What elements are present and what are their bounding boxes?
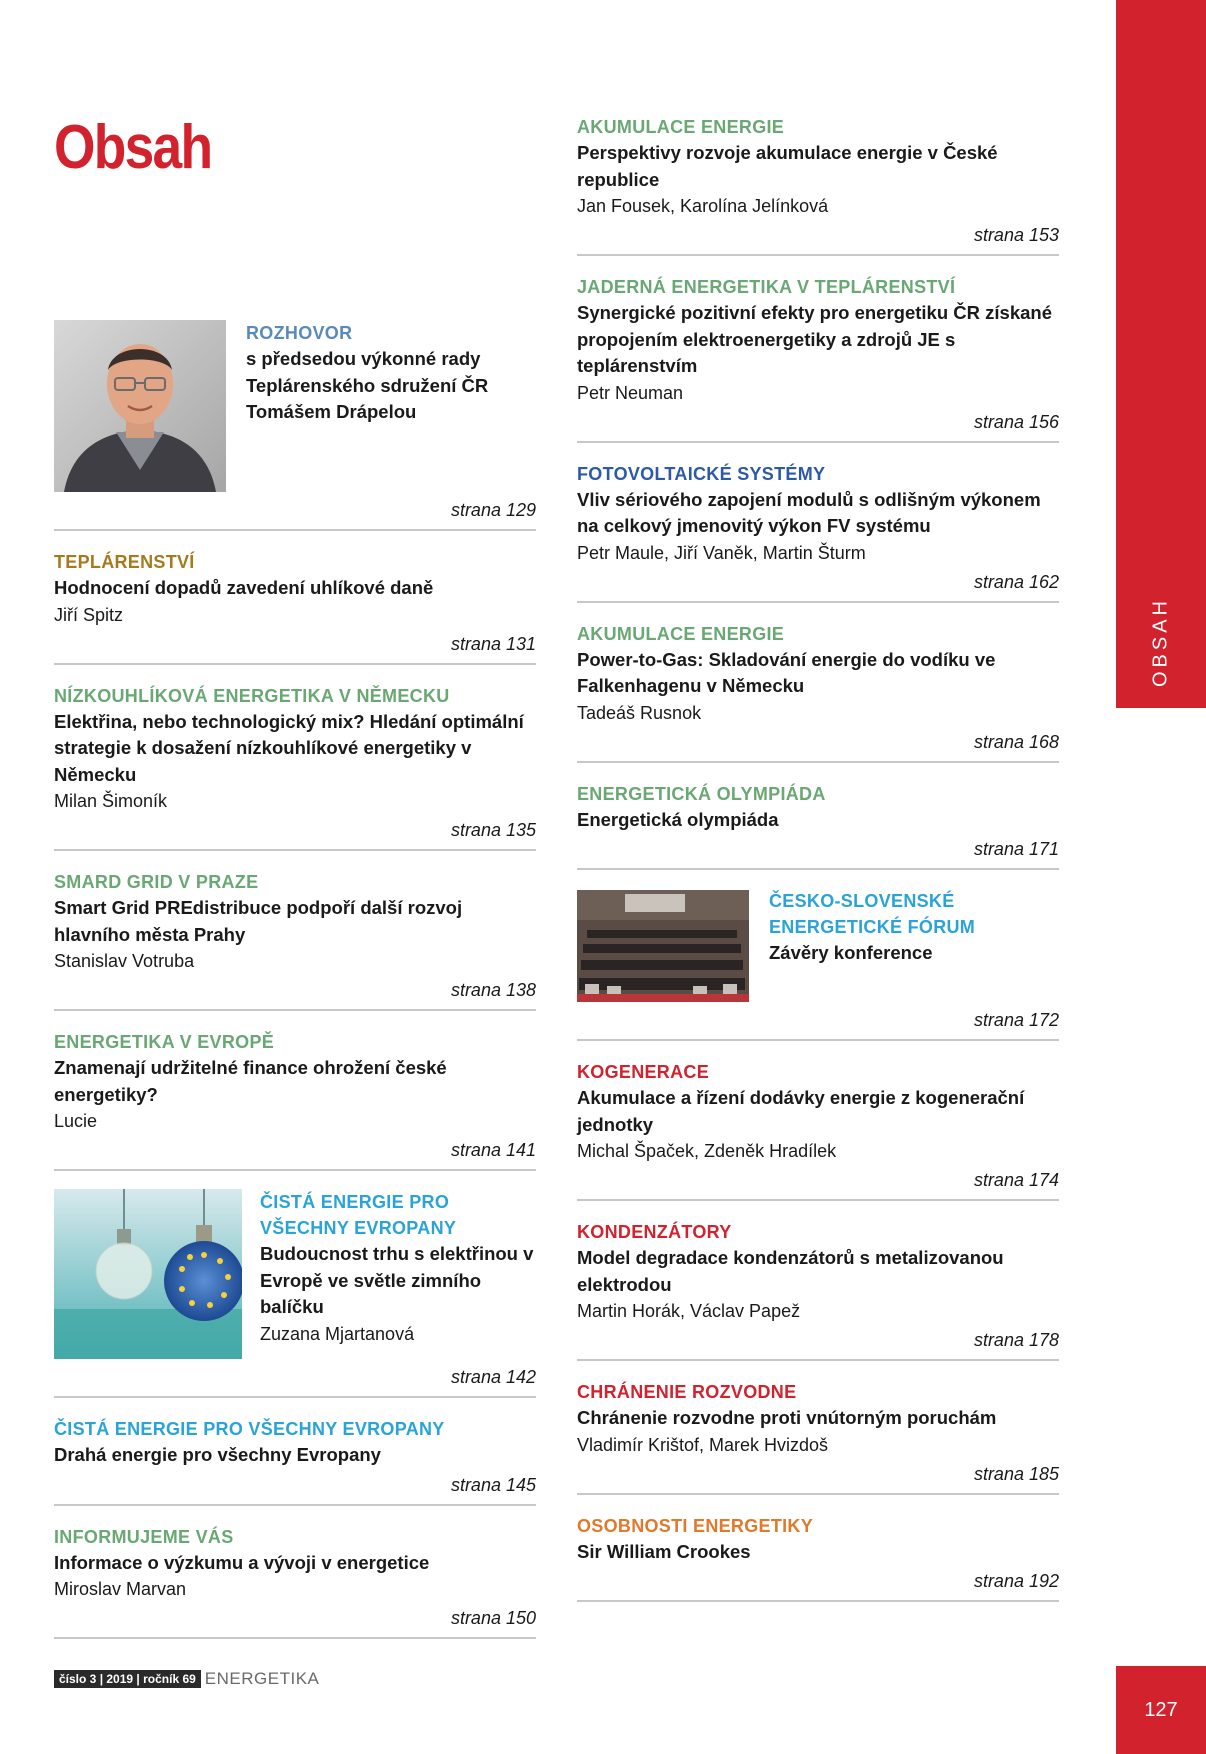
toc-left-column — [54, 320, 536, 1639]
toc-entry-title[interactable]: Akumulace a řízení dodávky energie z kogenerační jednotky — [577, 1087, 1025, 1135]
toc-entry-title[interactable]: Elektřina, nebo technologický mix? Hledání optimální strategie k dosažení nízkouhlíkové energetiky v Německu — [54, 710, 524, 785]
divider — [577, 1039, 1059, 1041]
page-title: Obsah — [54, 113, 212, 182]
divider — [577, 1600, 1059, 1602]
divider — [577, 441, 1059, 443]
toc-entry — [577, 461, 1059, 603]
toc-entry-category: AKUMULACE ENERGIE — [577, 117, 785, 137]
toc-entry-title[interactable]: Perspektivy rozvoje akumulace energie v České republice — [577, 142, 998, 190]
toc-entry — [54, 1029, 536, 1171]
toc-entry-page[interactable]: strana 174 — [973, 1170, 1059, 1190]
toc-entry-page[interactable]: strana 185 — [973, 1463, 1059, 1484]
toc-entry — [577, 781, 1059, 871]
toc-entry-page[interactable]: strana 142 — [450, 1367, 536, 1387]
toc-entry-title[interactable]: Power-to-Gas: Skladování energie do vodíku ve Falkenhagenu v Německu — [577, 648, 996, 696]
toc-entry-title[interactable]: Model degradace kondenzátorů s metalizovanou elektrodou — [577, 1247, 1004, 1295]
toc-entry-title[interactable]: Synergické pozitivní efekty pro energetiku ČR získané propojením elektroenergetiky a zdrojů JE s teplárenstvím — [577, 302, 1052, 376]
toc-entry — [54, 549, 536, 665]
toc-entry-page[interactable]: strana 150 — [450, 1608, 536, 1628]
toc-entry-author: Milan Šimoník — [54, 791, 168, 811]
toc-entry-author: Petr Neuman — [577, 382, 684, 403]
toc-entry-category: NÍZKOUHLÍKOVÁ ENERGETIKA V NĚMECKU — [54, 685, 450, 706]
toc-entry-title[interactable]: Smart Grid PREdistribuce podpoří další rozvoj hlavního města Prahy — [54, 897, 463, 945]
toc-entry — [577, 1219, 1059, 1361]
toc-entry-author: Jiří Spitz — [54, 604, 124, 625]
divider — [54, 1396, 536, 1398]
toc-entry-page[interactable]: strana 135 — [450, 820, 536, 840]
toc-entry-title[interactable]: Sir William Crookes — [577, 1540, 751, 1562]
section-side-label: OBSAH — [1149, 596, 1172, 688]
toc-entry-author: Petr Maule, Jiří Vaněk, Martin Šturm — [577, 542, 866, 563]
toc-entry-category: OSOBNOSTI ENERGETIKY — [577, 1515, 814, 1536]
toc-entry — [54, 869, 536, 1011]
toc-entry-author: Jan Fousek, Karolína Jelínková — [577, 196, 829, 216]
divider — [54, 1169, 536, 1171]
toc-entry-category: ČISTÁ ENERGIE PRO VŠECHNY EVROPANY — [260, 1192, 457, 1238]
toc-entry-category: FOTOVOLTAICKÉ SYSTÉMY — [577, 463, 826, 484]
toc-entry-title[interactable]: Vliv sériového zapojení modulů s odlišným výkonem na celkový jmenovitý výkon FV systému — [577, 488, 1041, 536]
toc-entry-title[interactable]: Energetická olympiáda — [577, 808, 779, 830]
toc-entry-title[interactable]: Budoucnost trhu s elektřinou v Evropě ve světle zimního balíčku — [260, 1243, 534, 1317]
toc-entry-author: Vladimír Krištof, Marek Hvizdoš — [577, 1434, 829, 1455]
toc-entry-category: ROZHOVOR — [246, 323, 353, 343]
toc-entry-page[interactable]: strana 145 — [450, 1474, 536, 1495]
toc-entry-author: Zuzana Mjartanová — [260, 1323, 415, 1344]
divider — [577, 1199, 1059, 1201]
toc-entry-category: SMARD GRID V PRAZE — [54, 872, 259, 892]
toc-entry-category: INFORMUJEME VÁS — [54, 1526, 234, 1547]
toc-entry — [54, 1524, 536, 1640]
divider — [54, 1504, 536, 1506]
portrait-photo — [54, 320, 226, 492]
toc-entry-author: Martin Horák, Václav Papež — [577, 1301, 801, 1321]
toc-entry-title[interactable]: s předsedou výkonné rady Teplárenského sdružení ČR Tomášem Drápelou — [246, 348, 489, 422]
toc-entry — [577, 1513, 1059, 1603]
divider — [54, 529, 536, 531]
toc-entry-page[interactable]: strana 138 — [450, 980, 536, 1000]
toc-entry-page[interactable]: strana 171 — [973, 839, 1059, 859]
toc-entry — [577, 621, 1059, 763]
toc-entry-page[interactable]: strana 131 — [450, 633, 536, 654]
toc-entry-author: Michal Špaček, Zdeněk Hradílek — [577, 1141, 837, 1161]
toc-entry-page[interactable]: strana 162 — [973, 571, 1059, 592]
page-number: 127 — [1116, 1666, 1206, 1754]
toc-entry-page[interactable]: strana 156 — [973, 411, 1059, 432]
toc-entry-image — [577, 890, 749, 1007]
toc-entry-page[interactable]: strana 129 — [450, 500, 536, 520]
divider — [577, 1493, 1059, 1495]
footer — [54, 1666, 319, 1688]
toc-entry-category: KOGENERACE — [577, 1062, 710, 1082]
footer-logo: ENERGETIKA — [204, 1669, 320, 1688]
toc-entry-author: Lucie — [54, 1111, 98, 1131]
divider — [54, 1009, 536, 1011]
toc-entry-category: ČISTÁ ENERGIE PRO VŠECHNY EVROPANY — [54, 1419, 445, 1439]
toc-entry-title[interactable]: Informace o výzkumu a vývoji v energetice — [54, 1551, 430, 1573]
toc-entry-title[interactable]: Znamenají udržitelné finance ohrožení české energetiky? — [54, 1057, 447, 1105]
toc-entry-page[interactable]: strana 168 — [973, 731, 1059, 752]
toc-entry-page[interactable]: strana 141 — [450, 1140, 536, 1160]
toc-entry-category: ČESKO-SLOVENSKÉ ENERGETICKÉ FÓRUM — [769, 891, 976, 937]
toc-entry-author: Miroslav Marvan — [54, 1579, 187, 1599]
toc-entry — [54, 320, 536, 531]
toc-entry-title[interactable]: Závěry konference — [769, 942, 933, 963]
divider — [577, 761, 1059, 763]
toc-entry — [577, 274, 1059, 443]
toc-entry-image — [54, 320, 226, 497]
toc-entry-title[interactable]: Drahá energie pro všechny Evropany — [54, 1444, 381, 1465]
divider — [54, 1637, 536, 1639]
toc-entry-page[interactable]: strana 192 — [973, 1571, 1059, 1591]
conference-photo — [577, 890, 749, 1002]
toc-entry-category: TEPLÁRENSTVÍ — [54, 552, 195, 572]
divider — [577, 601, 1059, 603]
divider — [54, 849, 536, 851]
lightbulbs-photo — [54, 1189, 242, 1359]
toc-entry-category: CHRÁNENIE ROZVODNE — [577, 1382, 797, 1402]
toc-entry-page[interactable]: strana 178 — [973, 1330, 1059, 1350]
toc-entry — [54, 1416, 536, 1506]
toc-entry — [54, 1189, 536, 1398]
toc-entry-author: Stanislav Votruba — [54, 951, 195, 971]
toc-entry — [577, 1379, 1059, 1495]
toc-entry-title[interactable]: Chránenie rozvodne proti vnútorným poruchám — [577, 1407, 997, 1428]
toc-entry-category: ENERGETIKA V EVROPĚ — [54, 1032, 275, 1052]
toc-entry-author: Tadeáš Rusnok — [577, 702, 702, 723]
toc-entry-category: ENERGETICKÁ OLYMPIÁDA — [577, 783, 826, 804]
divider — [577, 868, 1059, 870]
toc-entry-page[interactable]: strana 172 — [973, 1010, 1059, 1030]
toc-right-column — [577, 114, 1059, 1602]
toc-entry-category: AKUMULACE ENERGIE — [577, 623, 785, 644]
footer-issue: číslo 3 | 2019 | ročník 69 — [54, 1670, 201, 1688]
divider — [577, 1359, 1059, 1361]
toc-entry — [577, 1059, 1059, 1201]
toc-entry-page[interactable]: strana 153 — [973, 225, 1059, 245]
toc-entry-category: JADERNÁ ENERGETIKA V TEPLÁRENSTVÍ — [577, 277, 956, 297]
toc-entry-category: KONDENZÁTORY — [577, 1222, 732, 1242]
toc-entry — [54, 683, 536, 852]
toc-entry-title[interactable]: Hodnocení dopadů zavedení uhlíkové daně — [54, 577, 434, 598]
toc-entry-image — [54, 1189, 242, 1364]
toc-entry — [577, 888, 1059, 1041]
toc-entry — [577, 114, 1059, 256]
divider — [54, 663, 536, 665]
divider — [577, 254, 1059, 256]
